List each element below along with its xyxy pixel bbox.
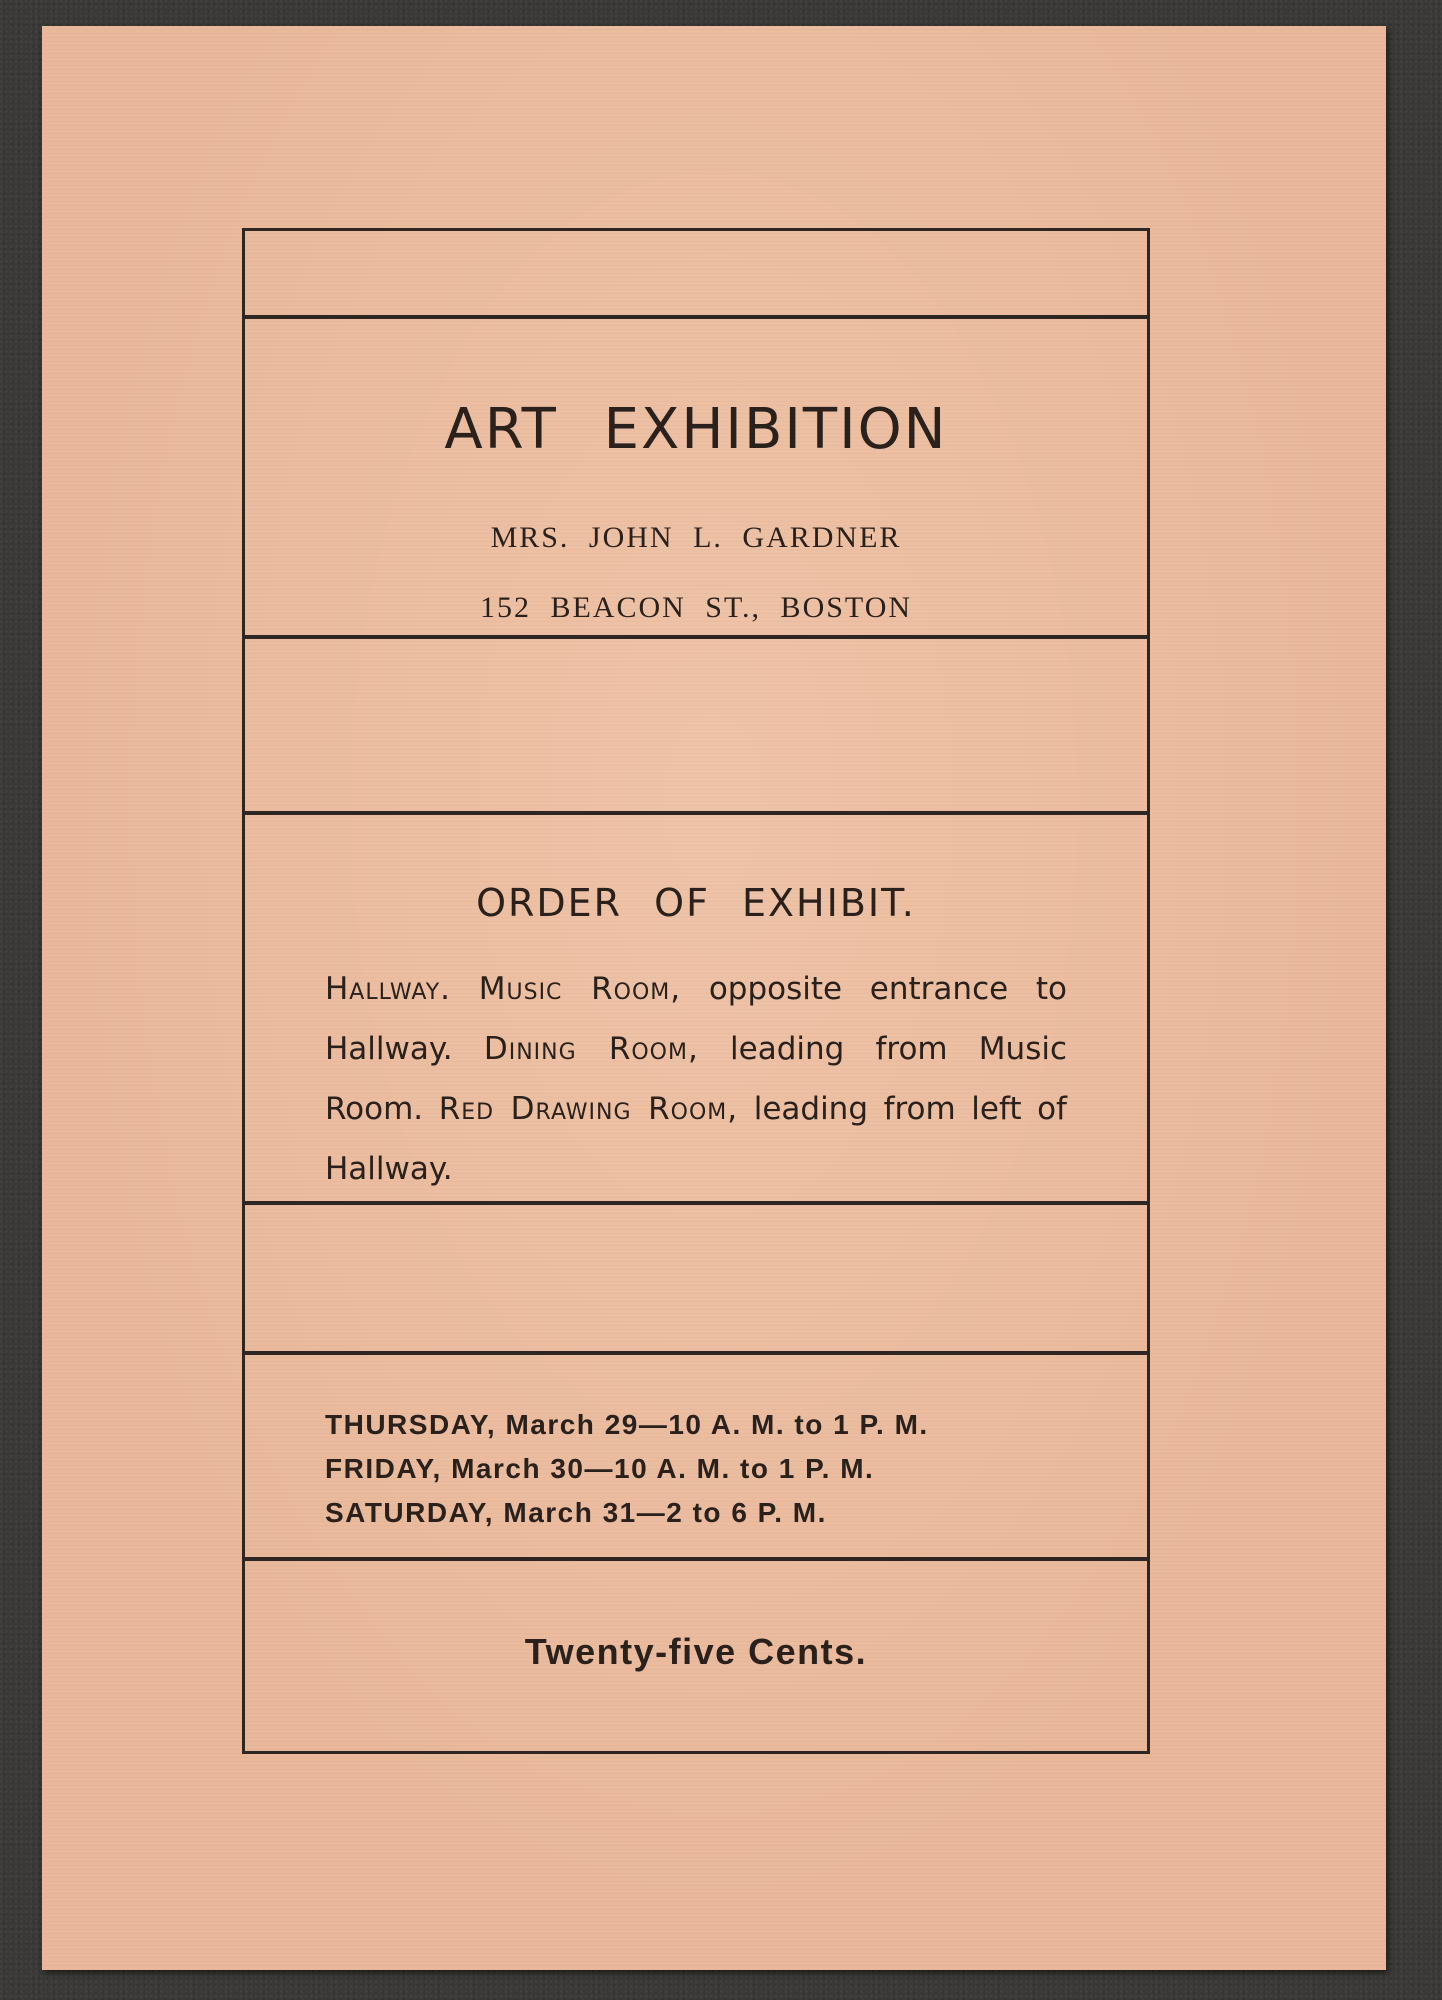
divider-rule [245, 635, 1147, 639]
program-card [42, 26, 1386, 1970]
divider-rule [245, 1351, 1147, 1355]
host-name: MRS. JOHN L. GARDNER [490, 521, 902, 554]
hours-line-friday: FRIDAY, March 30—10 A. M. to 1 P. M. [325, 1453, 875, 1484]
room-name: Red Drawing Room, [438, 1091, 739, 1127]
admission-price: Twenty-five Cents. [524, 1631, 868, 1672]
order-body [325, 959, 1067, 1199]
divider-rule [245, 1201, 1147, 1205]
hours-line-saturday: SATURDAY, March 31—2 to 6 P. M. [325, 1497, 827, 1528]
order-text: leading from Music Room. [325, 1031, 1068, 1127]
divider-rule [245, 315, 1147, 319]
room-name: Dining Room, [483, 1031, 699, 1067]
hours-line-thursday: THURSDAY, March 29—10 A. M. to 1 P. M. [325, 1409, 929, 1440]
divider-rule [245, 1557, 1147, 1561]
order-text [451, 971, 479, 1007]
exhibition-title: ART EXHIBITION [444, 397, 948, 462]
order-text: opposite entrance to Hallway. [325, 971, 1067, 1067]
divider-rule [245, 811, 1147, 815]
exhibit-hours [325, 1403, 1105, 1535]
host-address: 152 BEACON ST., BOSTON [479, 591, 913, 624]
order-text: leading from left of Hallway. [325, 1091, 1067, 1187]
room-name: Music Room, [478, 971, 682, 1007]
room-name: Hallway. [325, 971, 452, 1007]
order-heading: ORDER OF EXHIBIT. [476, 881, 916, 925]
ruled-frame [242, 228, 1150, 1754]
